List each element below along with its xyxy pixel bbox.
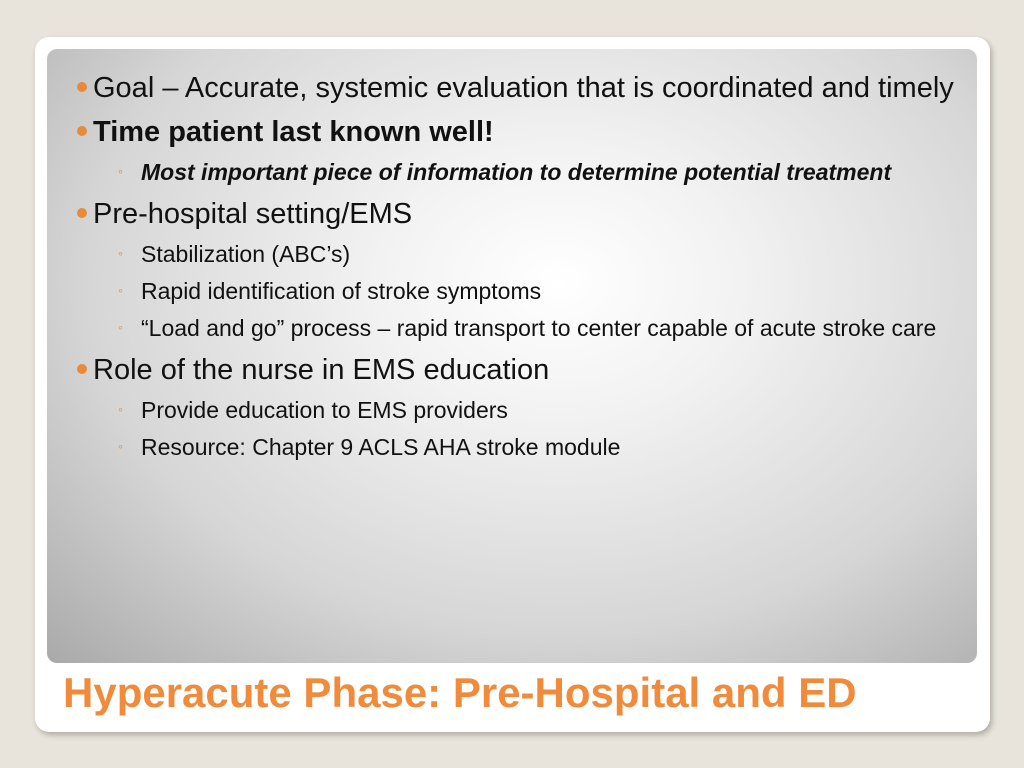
ring-bullet-icon: ◦ [118,438,123,454]
ring-bullet-icon: ◦ [118,282,123,298]
sub-bullet [93,156,957,189]
bullet-pre-hospital [77,193,957,345]
bullet-dot-icon [77,126,87,136]
sub-bullet [93,431,957,464]
bullet-text: Time patient last known well! [93,116,494,148]
bullet-text: Goal – Accurate, systemic evaluation that is coordinated and timely [93,72,954,104]
sub-bullet-text: Resource: Chapter 9 ACLS AHA stroke module [141,434,621,460]
bullet-dot-icon [77,208,87,218]
bullet-nurse-role [77,349,957,464]
sub-bullet-text: Rapid identification of stroke symptoms [141,278,542,304]
slide-frame [35,37,990,732]
slide-title: Hyperacute Phase: Pre-Hospital and ED [63,669,857,716]
sub-bullet [93,275,957,308]
bullet-time-last-known-well [77,111,957,189]
sub-bullet [93,312,957,345]
sub-bullet-text: Stabilization (ABC’s) [141,241,351,267]
bullet-goal [77,67,957,109]
ring-bullet-icon: ◦ [118,319,123,335]
sub-bullet-text: Provide education to EMS providers [141,397,508,423]
bullet-list [77,67,957,468]
bullet-dot-icon [77,364,87,374]
bullet-text: Role of the nurse in EMS education [93,354,550,386]
bullet-text: Pre-hospital setting/EMS [93,198,413,230]
content-panel [47,49,977,663]
sub-bullet-text: “Load and go” process – rapid transport to center capable of acute stroke care [141,315,937,341]
ring-bullet-icon: ◦ [118,163,123,179]
sub-bullet-text: Most important piece of information to determine potential treatment [141,159,892,185]
bullet-dot-icon [77,82,87,92]
sub-list [93,238,957,345]
sub-list [93,394,957,464]
ring-bullet-icon: ◦ [118,401,123,417]
sub-bullet [93,394,957,427]
sub-list [93,156,957,189]
ring-bullet-icon: ◦ [118,245,123,261]
sub-bullet [93,238,957,271]
